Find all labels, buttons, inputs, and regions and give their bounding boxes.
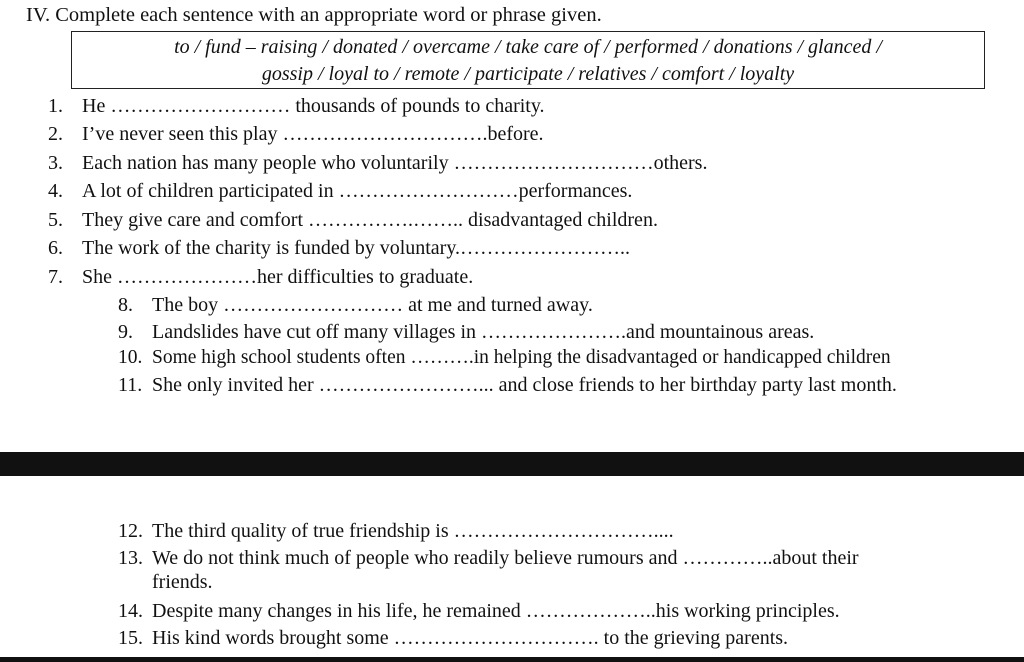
item-text: The boy ……………………… at me and turned away. [152, 294, 593, 316]
item-number: 6. [48, 237, 63, 259]
item-number: 15. [118, 627, 143, 649]
sentence-item-8 [118, 293, 593, 317]
item-text: Each nation has many people who voluntarily …………………………others. [82, 152, 708, 174]
item-number: 7. [48, 266, 63, 288]
item-text: A lot of children participated in ………………………performances. [82, 180, 633, 202]
item-number: 10. [118, 347, 143, 368]
item-text: His kind words brought some …………………………. to the grieving parents. [152, 627, 789, 649]
item-number: 12. [118, 520, 143, 542]
sentence-item-11 [118, 373, 897, 397]
bottom-edge-rule [0, 657, 1024, 662]
sentence-item-1 [48, 94, 545, 118]
word-bank-box [71, 31, 985, 89]
page-divider-band [0, 452, 1024, 476]
item-text: Some high school students often ……….in helping the disadvantaged or handicapped children [152, 347, 891, 368]
item-number: 4. [48, 180, 63, 202]
item-number: 8. [118, 294, 133, 316]
sentence-item-12 [118, 519, 674, 543]
item-text: He ……………………… thousands of pounds to charity. [82, 95, 545, 117]
item-text: We do not think much of people who readily believe rumours and …………..about their [152, 547, 859, 569]
word-bank-line-2: gossip / loyal to / remote / participate / relatives / comfort / loyalty [261, 63, 795, 85]
item-text: I’ve never seen this play ………………………….before. [82, 123, 544, 145]
item-text-continued: friends. [152, 571, 213, 593]
sentence-item-15 [118, 626, 788, 650]
item-text: She only invited her ……………………... and close friends to her birthday party last month. [152, 374, 897, 396]
item-text: The work of the charity is funded by voluntary.…………………….. [82, 237, 631, 259]
item-number: 13. [118, 547, 143, 569]
item-text: Landslides have cut off many villages in ………………….and mountainous areas. [152, 321, 815, 343]
sentence-item-6 [48, 236, 630, 260]
sentence-item-3 [48, 151, 707, 175]
item-number: 3. [48, 152, 63, 174]
sentence-item-14 [118, 599, 840, 623]
item-text: They give care and comfort …………….…….. disadvantaged children. [82, 209, 658, 231]
item-text: The third quality of true friendship is ………………………….... [152, 520, 674, 542]
item-number: 14. [118, 600, 143, 622]
sentence-item-10 [118, 346, 891, 370]
item-number: 9. [118, 321, 133, 343]
sentence-item-2 [48, 122, 544, 146]
sentence-item-7 [48, 265, 473, 289]
item-number: 5. [48, 209, 63, 231]
item-text: Despite many changes in his life, he remained ………………..his working principles. [152, 600, 840, 622]
item-number: 11. [118, 374, 143, 396]
sentence-item-5 [48, 208, 658, 232]
sentence-item-13 [118, 546, 998, 594]
word-bank-line-1: to / fund – raising / donated / overcame / take care of / performed / donations / glanced / [174, 36, 882, 58]
sentence-item-4 [48, 179, 632, 203]
sentence-item-9 [118, 320, 814, 344]
item-number: 2. [48, 123, 63, 145]
item-number: 1. [48, 95, 63, 117]
item-text: She …………………her difficulties to graduate. [82, 266, 474, 288]
exercise-heading: IV. Complete each sentence with an appropriate word or phrase given. [26, 4, 602, 26]
